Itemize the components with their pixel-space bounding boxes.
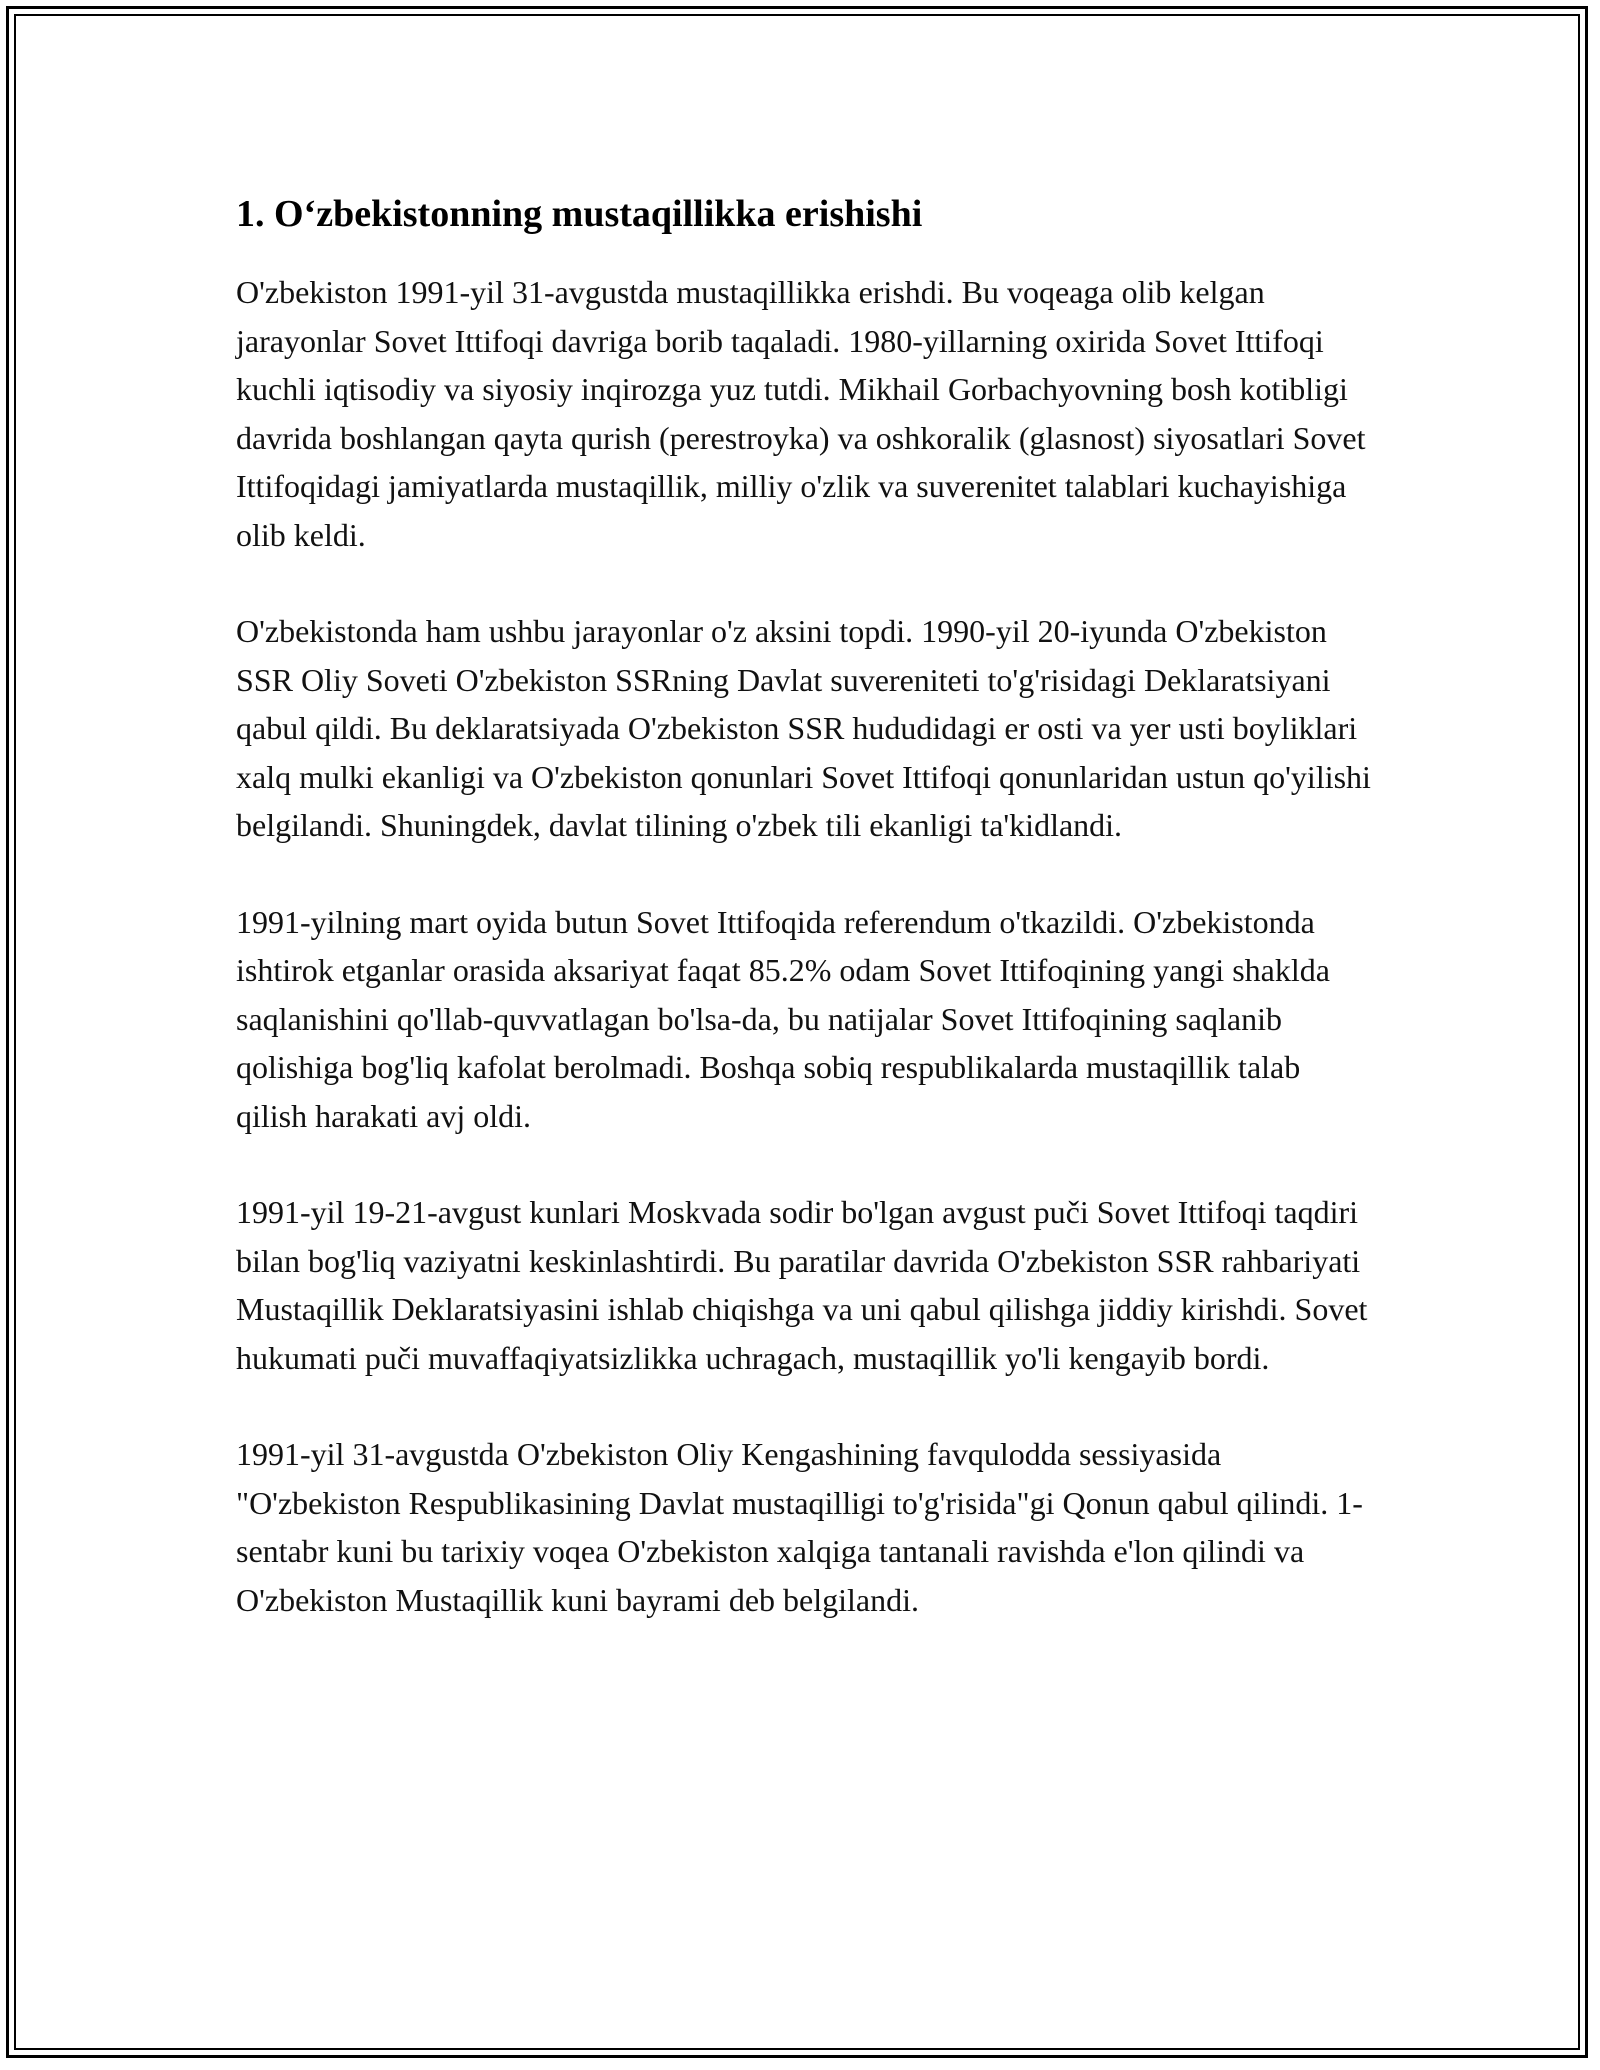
paragraph-3: 1991-yilning mart oyida butun Sovet Ittifoqida referendum o'tkazildi. O'zbekistonda ishtirok etganlar orasida aksariyat faqat 85.2% odam Sovet Ittifoqining yangi shaklda saqlanishini qo'llab-quvvatlagan bo'lsa-da, bu natijalar Sovet Ittifoqining saqlanib qolishiga bog'liq kafolat berolmadi. Boshqa sobiq respublikalarda mustaqillik talab qilish harakati avj oldi.: [236, 903, 1330, 1134]
paragraph-5: 1991-yil 31-avgustda O'zbekiston Oliy Kengashining favqulodda sessiyasida "O'zbekiston Respublikasining Davlat mustaqilligi to'g'risida"gi Qonun qabul qilindi. 1-sentabr kuni bu tarixiy voqea O'zbekiston xalqiga tantanali ravishda e'lon qilindi va O'zbekiston Mustaqillik kuni bayrami deb belgilandi.: [236, 1436, 1363, 1618]
paragraph-2: O'zbekistonda ham ushbu jarayonlar o'z aksini topdi. 1990-yil 20-iyunda O'zbekiston SSR Oliy Soveti O'zbekiston SSRning Davlat suvereniteti to'g'risidagi Deklaratsiyani qabul qildi. Bu deklaratsiyada O'zbekiston SSR hududidagi er osti va yer usti boyliklari xalq mulki ekanligi va O'zbekiston qonunlari Sovet Ittifoqi qonunlaridan ustun qo'yilishi belgilandi. Shuningdek, davlat tilining o'zbek tili ekanligi ta'kidlandi.: [236, 613, 1371, 843]
section-heading: 1. O‘zbekistonning mustaqillikka erishishi: [236, 193, 923, 235]
paragraph-1: O'zbekiston 1991-yil 31-avgustda mustaqillikka erishdi. Bu voqeaga olib kelgan jarayonlar Sovet Ittifoqi davriga borib taqaladi. 1980-yillarning oxirida Sovet Ittifoqi kuchli iqtisodiy va siyosiy inqirozga yuz tutdi. Mikhail Gorbachyovning bosh kotibligi davrida boshlangan qayta qurish (perestroyka) va oshkoralik (glasnost) siyosatlari Sovet Ittifoqidagi jamiyatlarda mustaqillik, milliy o'zlik va suverenitet talablari kuchayishiga olib keldi.: [236, 274, 1366, 553]
paragraph-4: 1991-yil 19-21-avgust kunlari Moskvada sodir bo'lgan avgust puči Sovet Ittifoqi taqdiri bilan bog'liq vaziyatni keskinlashtirdi. Bu paratilar davrida O'zbekiston SSR rahbariyati Mustaqillik Deklaratsiyasini ishlab chiqishga va uni qabul qilishga jiddiy kirishdi. Sovet hukumati puči muvaffaqiyatsizlikka uchragach, mustaqillik yo'li kengayib bordi.: [236, 1194, 1368, 1376]
document-body: [236, 186, 1376, 1672]
